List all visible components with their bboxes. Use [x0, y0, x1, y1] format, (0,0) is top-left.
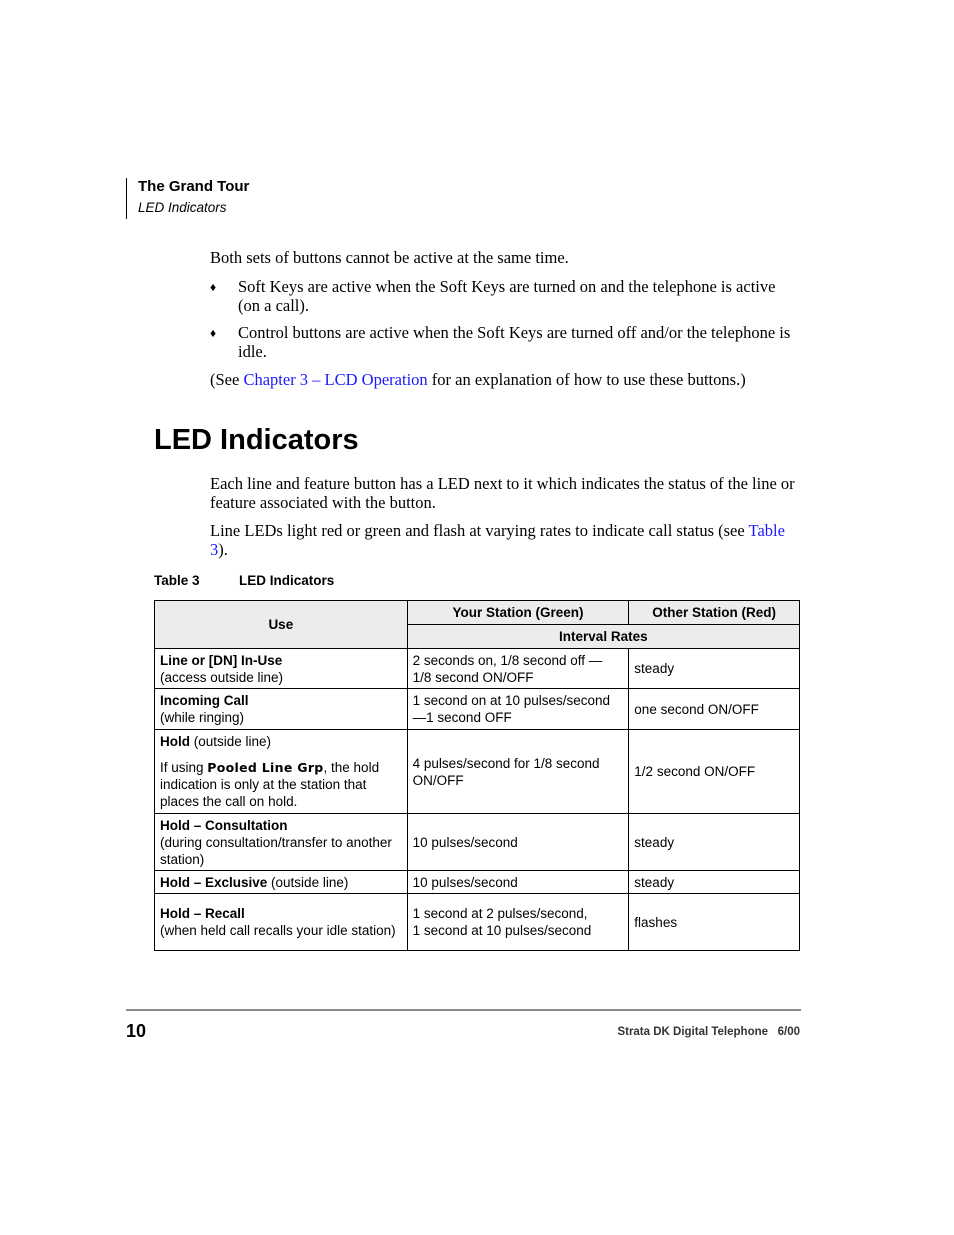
footer-rule [126, 1009, 801, 1011]
led-indicators-table [154, 600, 800, 951]
use-cell: Hold – Recall (when held call recalls your idle station) [155, 894, 408, 951]
other-station-cell: 1/2 second ON/OFF [629, 730, 800, 814]
other-station-cell: steady [629, 871, 800, 894]
your-station-cell: 1 second on at 10 pulses/second —1 second OFF [407, 689, 629, 730]
your-station-cell: 2 seconds on, 1/8 second off — 1/8 second ON/OFF [407, 649, 629, 689]
section-paragraph-1: Each line and feature button has a LED next to it which indicates the status of the line or feature associated with the button. [210, 474, 795, 512]
see-chapter-paragraph: (See Chapter 3 – LCD Operation for an explanation of how to use these buttons.) [210, 370, 746, 389]
use-cell: Hold – Exclusive (outside line) [155, 871, 408, 894]
table-caption-title: LED Indicators [239, 573, 335, 588]
intro-paragraph: Both sets of buttons cannot be active at the same time. [210, 248, 569, 267]
other-station-cell: steady [629, 649, 800, 689]
other-station-cell: steady [629, 814, 800, 871]
header-rule [126, 178, 127, 219]
bullet-diamond-icon: ♦ [210, 280, 217, 294]
chapter-3-link[interactable]: Chapter 3 – LCD Operation [243, 370, 428, 389]
section-heading: LED Indicators [154, 424, 359, 456]
header-use: Use [155, 601, 408, 649]
table-3-link[interactable]: Table 3 [210, 521, 785, 559]
pooled-line-grp-key: Pooled Line Grp [207, 760, 324, 775]
footer-document-title: Strata DK Digital Telephone 6/00 [617, 1026, 800, 1038]
header-other-station: Other Station (Red) [629, 601, 800, 625]
other-station-cell: one second ON/OFF [629, 689, 800, 730]
other-station-cell: flashes [629, 894, 800, 951]
table-row [155, 894, 800, 951]
table-row [155, 730, 800, 814]
table-caption-number: Table 3 [154, 573, 200, 588]
use-cell: Incoming Call (while ringing) [155, 689, 408, 730]
page-number: 10 [126, 1021, 147, 1041]
header-interval-rates: Interval Rates [407, 625, 799, 649]
use-cell: Hold – Consultation (during consultation/transfer to another station) [155, 814, 408, 871]
bullet-diamond-icon: ♦ [210, 326, 217, 340]
running-header-title: The Grand Tour [138, 178, 250, 195]
your-station-cell: 1 second at 2 pulses/second, 1 second at 10 pulses/second [407, 894, 629, 951]
bullet-item: Soft Keys are active when the Soft Keys are turned on and the telephone is active (on a call). [238, 277, 776, 315]
your-station-cell: 10 pulses/second [407, 871, 629, 894]
use-cell: Hold (outside line) If using Pooled Line Grp, the hold indication is only at the station that places the call on hold. [155, 730, 408, 814]
section-paragraph-2: Line LEDs light red or green and flash at varying rates to indicate call status (see Table 3). [210, 521, 785, 559]
table-row [155, 871, 800, 894]
your-station-cell: 10 pulses/second [407, 814, 629, 871]
running-header-subtitle: LED Indicators [138, 200, 227, 215]
hold-note: If using Pooled Line Grp, the hold indication is only at the station that places the call on hold. [160, 760, 380, 809]
header-your-station: Your Station (Green) [407, 601, 629, 625]
table-row [155, 814, 800, 871]
bullet-item: Control buttons are active when the Soft Keys are turned off and/or the telephone is idle. [238, 323, 791, 361]
table-row [155, 689, 800, 730]
use-cell: Line or [DN] In-Use (access outside line) [155, 649, 408, 689]
table-row [155, 649, 800, 689]
your-station-cell: 4 pulses/second for 1/8 second ON/OFF [407, 730, 629, 814]
